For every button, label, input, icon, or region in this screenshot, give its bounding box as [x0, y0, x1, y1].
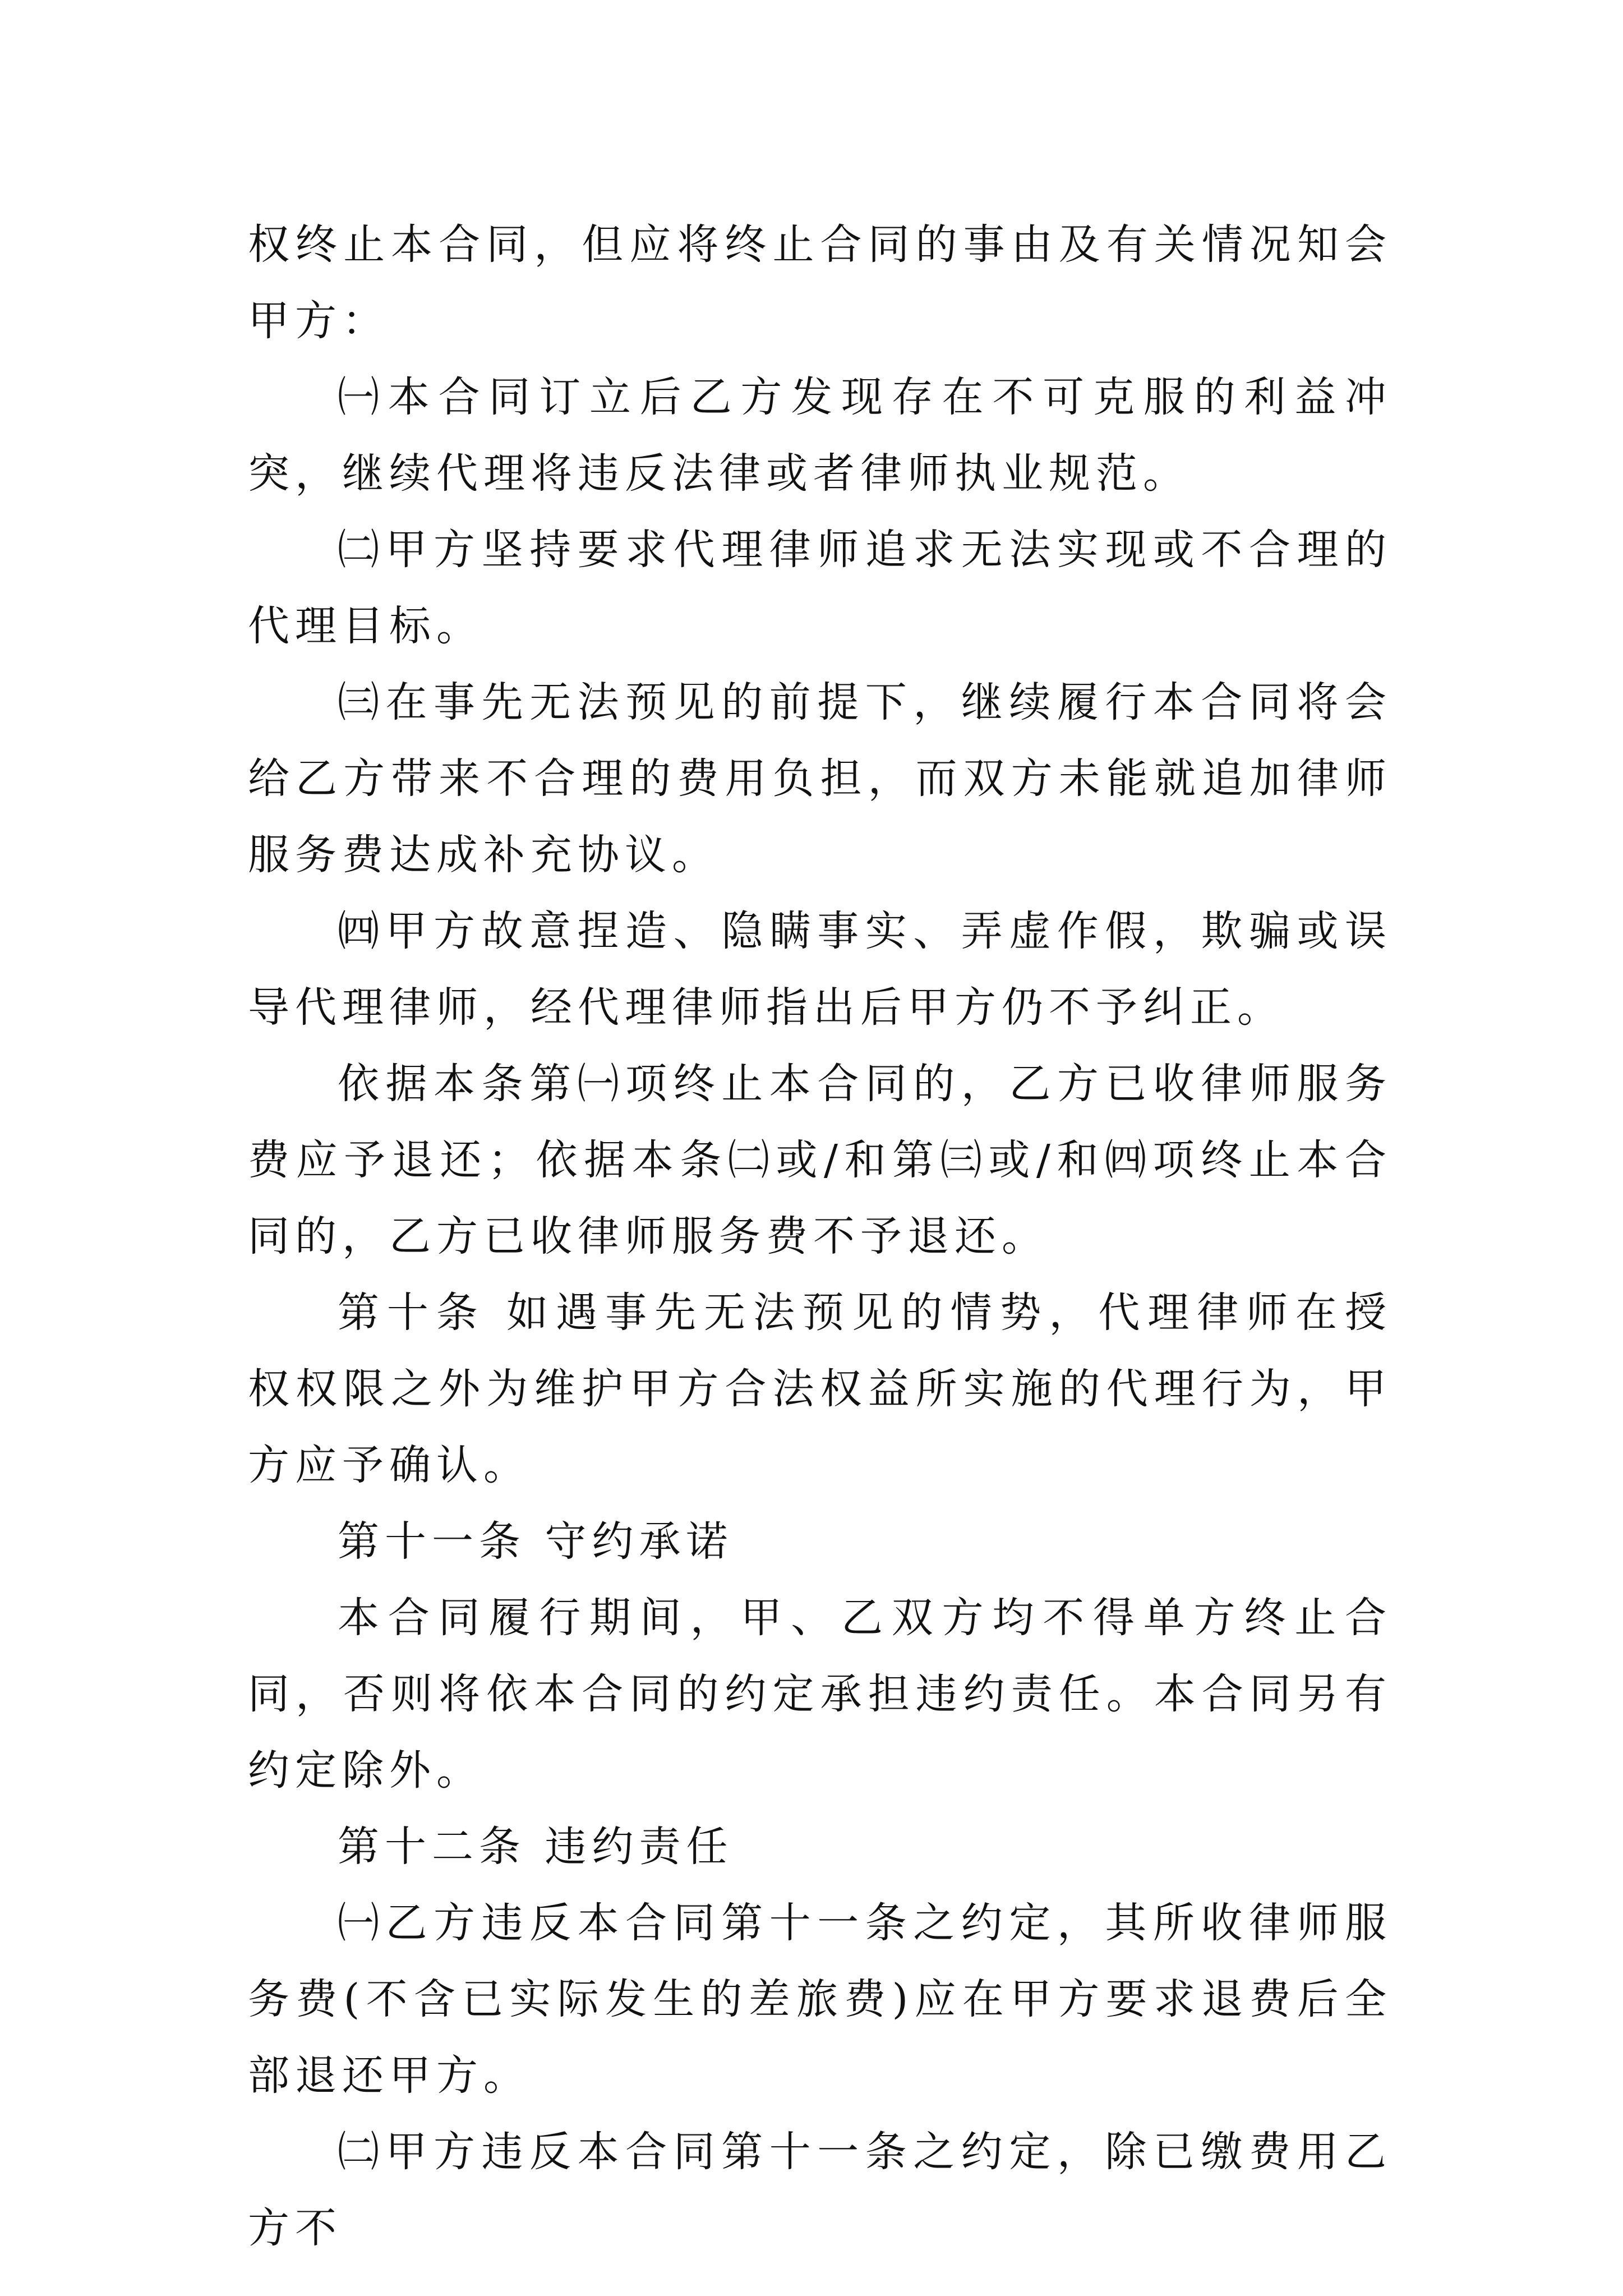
- paragraph-item-1: ㈠本合同订立后乙方发现存在不可克服的利益冲突，继续代理将违反法律或者律师执业规范。: [248, 373, 1392, 498]
- article-11-body: 本合同履行期间，甲、乙双方均不得单方终止合同，否则将依本合同的约定承担违约责任。本合同另有约定除外。: [248, 1594, 1392, 1795]
- paragraph-item-2: ㈡甲方坚持要求代理律师追求无法实现或不合理的代理目标。: [248, 526, 1392, 650]
- paragraph-item-4: ㈣甲方故意捏造、隐瞒事实、弄虚作假，欺骗或误导代理律师，经代理律师指出后甲方仍不予纠正。: [248, 907, 1392, 1032]
- article-10: 第十条 如遇事先无法预见的情势，代理律师在授权权限之外为维护甲方合法权益所实施的代理行为，甲方应予确认。: [248, 1289, 1392, 1489]
- paragraph-continuation: 权终止本合同，但应将终止合同的事由及有关情况知会甲方：: [248, 220, 1392, 345]
- paragraph-refund-rule: 依据本条第㈠项终止本合同的，乙方已收律师服务费应予退还；依据本条㈡或/和第㈢或/和㈣项终止本合同的，乙方已收律师服务费不予退还。: [248, 1060, 1392, 1260]
- article-12-item-2: ㈡甲方违反本合同第十一条之约定，除已缴费用乙方不: [248, 2128, 1392, 2252]
- article-11-heading: 第十一条 守约承诺: [338, 1517, 734, 1566]
- article-12-item-1: ㈠乙方违反本合同第十一条之约定，其所收律师服务费(不含已实际发生的差旅费)应在甲方要求退费后全部退还甲方。: [248, 1899, 1392, 2100]
- document-body: [248, 206, 1392, 2266]
- paragraph-item-3: ㈢在事先无法预见的前提下，继续履行本合同将会给乙方带来不合理的费用负担，而双方未能就追加律师服务费达成补充协议。: [248, 678, 1392, 879]
- article-12-heading: 第十二条 违约责任: [338, 1823, 734, 1871]
